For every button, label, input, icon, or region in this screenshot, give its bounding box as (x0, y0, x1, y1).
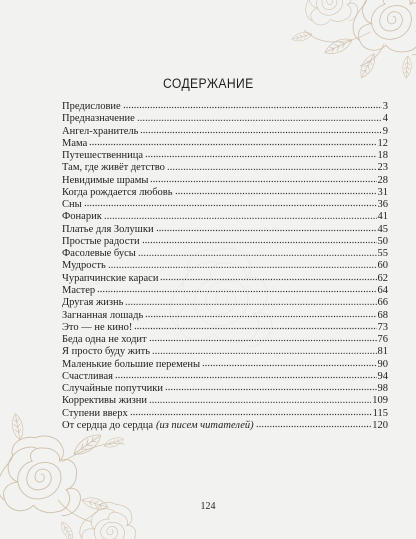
dot-leader (104, 213, 377, 219)
toc-entry (62, 236, 388, 248)
toc-entry-page-number: 45 (377, 223, 388, 235)
toc-entry-page-number: 50 (377, 235, 388, 247)
toc-entry (62, 273, 388, 285)
dot-leader (150, 177, 376, 183)
toc-entry-page-number: 64 (377, 284, 388, 296)
leaf-drawing (59, 520, 76, 539)
toc-entry-page-number: 23 (377, 162, 388, 174)
toc-entry-title: Мастер (62, 284, 96, 296)
toc-list (62, 101, 388, 432)
toc-entry-page-number: 3 (382, 101, 388, 112)
toc-entry-page-number: 28 (377, 174, 388, 186)
dot-leader (202, 361, 376, 367)
toc-entry-page-number: 60 (377, 260, 388, 272)
toc-entry (62, 334, 388, 346)
toc-entry (62, 297, 388, 309)
toc-entry-page-number: 4 (382, 113, 388, 125)
toc-entry-page-number: 120 (372, 419, 388, 431)
toc-entry-title: Мудрость (62, 260, 106, 272)
toc-entry-title: Коррективы жизни (62, 395, 147, 407)
toc-entry-page-number: 55 (377, 248, 388, 260)
rose-drawing (298, 0, 360, 31)
toc-entry-title: Другая жизнь (62, 297, 124, 309)
toc-entry (62, 126, 388, 138)
toc-entry (62, 310, 388, 322)
toc-entry-title: Я просто буду жить (62, 346, 150, 358)
dot-leader (130, 410, 372, 416)
toc-entry (62, 162, 388, 174)
page-number: 124 (200, 501, 216, 512)
stem-line (360, 44, 384, 66)
toc-entry (62, 187, 388, 199)
dot-leader (152, 348, 377, 354)
toc-entry (62, 175, 388, 187)
toc-entry-title: Путешественница (62, 150, 144, 162)
toc-entry-page-number: 36 (377, 199, 388, 211)
toc-entry-title: От сердца до сердца (62, 419, 154, 431)
toc-entry-page-number: 18 (377, 150, 388, 162)
toc-entry (62, 224, 388, 236)
dot-leader (149, 336, 377, 342)
toc-entry-page-number: 73 (377, 321, 388, 333)
toc-entry (62, 420, 388, 432)
toc-entry-title: Мама (62, 137, 88, 149)
toc-entry-title: Загнанная лошадь (62, 309, 144, 321)
toc-entry-title: Платье для Золушки (62, 223, 154, 235)
toc-entry-title: Чурапчинские караси (62, 272, 159, 284)
toc-entry (62, 395, 388, 407)
toc-entry (62, 383, 388, 395)
toc-entry (62, 359, 388, 371)
dot-leader (175, 189, 377, 195)
toc-entry (62, 285, 388, 297)
toc-entry (62, 248, 388, 260)
toc-entry-page-number: 12 (377, 137, 388, 149)
dot-leader (134, 324, 376, 330)
toc-entry-title: Когда рождается любовь (62, 186, 173, 198)
rose-drawing (353, 0, 416, 55)
toc-entry-title: Фасолевые бусы (62, 248, 136, 260)
toc-entry (62, 113, 388, 125)
dot-leader (156, 226, 377, 232)
stem-line (304, 30, 370, 42)
toc-entry (62, 211, 388, 223)
toc-entry-page-number: 68 (377, 309, 388, 321)
toc-entry-page-number: 109 (372, 395, 388, 407)
toc-entry-title: Простые радости (62, 235, 140, 247)
toc-entry-title: Предназначение (62, 113, 135, 125)
toc-entry-title: Ступени вверх (62, 407, 128, 419)
dot-leader (145, 312, 376, 318)
dot-leader (138, 250, 377, 256)
toc-entry (62, 408, 388, 420)
dot-leader (160, 275, 376, 281)
dot-leader (149, 397, 371, 403)
toc-entry-title: Это — не кино! (62, 321, 133, 333)
dot-leader (84, 201, 377, 207)
dot-leader (123, 103, 382, 109)
toc-entry-title: Невидимые шрамы (62, 174, 149, 186)
heading-container (0, 75, 416, 93)
dot-leader (115, 373, 377, 379)
toc-entry (62, 138, 388, 150)
leaf-drawing (322, 35, 354, 58)
toc-entry-title: Счастливая (62, 370, 113, 382)
toc-entry-page-number: 76 (377, 334, 388, 346)
dot-leader (145, 152, 376, 158)
toc-entry-page-number: 62 (377, 272, 388, 284)
leaf-drawing (103, 435, 125, 450)
toc-entry-title: Там, где живёт детство (62, 162, 165, 174)
contents-heading: СОДЕРЖАНИЕ (162, 76, 254, 91)
toc-entry-page-number: 115 (372, 407, 388, 419)
dot-leader (97, 287, 376, 293)
toc-entry-title: Ангел-хранитель (62, 125, 139, 137)
toc-entry-page-number: 81 (377, 346, 388, 358)
dot-leader (137, 115, 382, 121)
stem-line (62, 443, 124, 462)
dot-leader (140, 128, 381, 134)
toc-entry-title: Беда одна не ходит (62, 334, 147, 346)
toc-entry (62, 150, 388, 162)
dot-leader (125, 299, 376, 305)
toc-entry-note: (из писем читателей) (155, 419, 254, 431)
floral-ornament-top-right (291, 0, 416, 80)
toc-entry (62, 260, 388, 272)
leaf-drawing (291, 30, 313, 43)
toc-entry (62, 101, 388, 113)
dot-leader (256, 422, 372, 428)
toc-entry-title: Случайные попутчики (62, 383, 163, 395)
toc-entry-title: Предисловие (62, 101, 121, 112)
dot-leader (167, 164, 377, 170)
toc-entry-page-number: 98 (377, 383, 388, 395)
toc-entry (62, 199, 388, 211)
toc-entry (62, 371, 388, 383)
toc-entry (62, 346, 388, 358)
toc-entry-page-number: 9 (382, 125, 388, 137)
toc-entry-page-number: 94 (377, 370, 388, 382)
dot-leader (108, 262, 377, 268)
toc-entry (62, 322, 388, 334)
dot-leader (165, 385, 377, 391)
toc-entry-page-number: 41 (377, 211, 388, 223)
dot-leader (142, 238, 377, 244)
toc-entry-page-number: 31 (377, 186, 388, 198)
toc-entry-page-number: 90 (377, 358, 388, 370)
leaf-drawing (10, 413, 25, 441)
toc-entry-title: Сны (62, 199, 82, 211)
toc-entry-title: Фонарик (62, 211, 102, 223)
dot-leader (89, 140, 376, 146)
toc-entry-title: Маленькие большие перемены (62, 358, 201, 370)
leaf-drawing (70, 430, 104, 459)
toc-entry-page-number: 66 (377, 297, 388, 309)
